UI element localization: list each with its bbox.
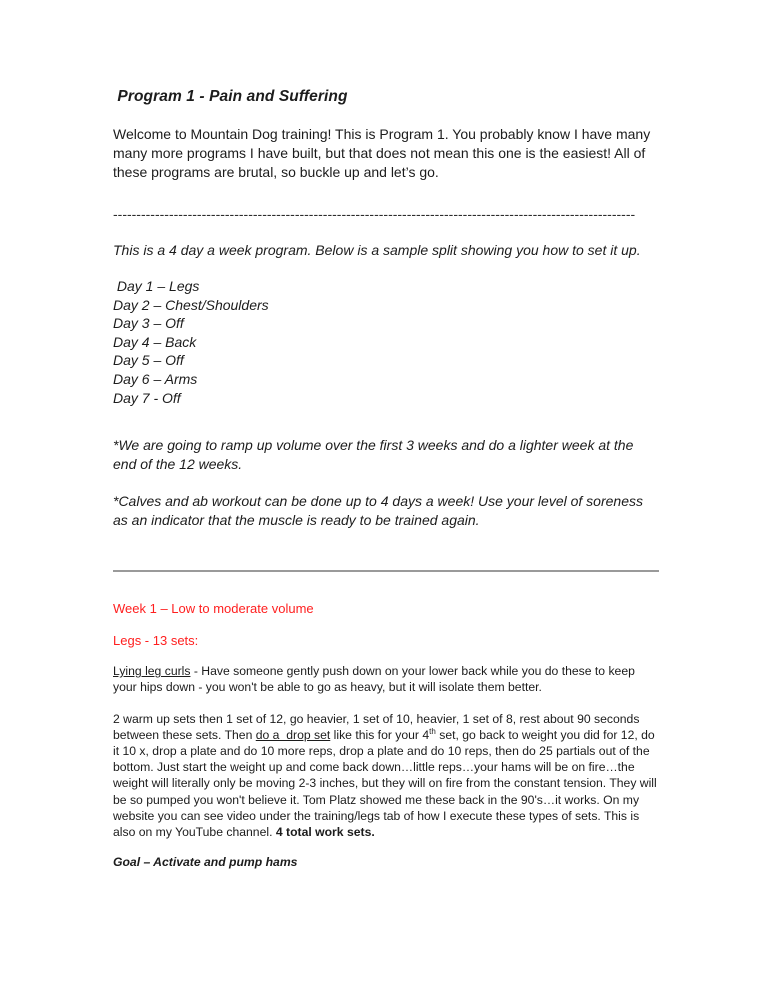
legs-sets-heading: Legs - 13 sets:: [113, 633, 199, 649]
exercise-description: - Have someone gently push down on your lower back while you do these to keep your hips down - you won't be able to go as heavy, but it will isolate them better.: [113, 664, 639, 695]
day-item: Day 2 – Chest/Shoulders: [113, 296, 269, 313]
instructions-text-2: like this for your 4: [330, 727, 430, 742]
instructions-text-3: set, go back to weight you did for 12, do it 10 x, drop a plate and do 10 more reps, drop a plate and do 10 reps, then do 25 partials out of the bottom. Just start the weight up and come back down…little reps…your hams will be on fire…the weight will literally only be moving 2-3 inches, but they will on fire from the constant tension. They will be so pumped you won't believe it. Tom Platz showed me these back in the 90's…it works. On my website you can see video under the training/legs tab of how I execute these types of sets. This is also on my YouTube channel.: [113, 727, 661, 839]
day-item: Day 5 – Off: [113, 352, 184, 369]
day-item: Day 4 – Back: [113, 333, 197, 350]
exercise-name: Lying leg curls: [113, 664, 191, 679]
program-title: Program 1 - Pain and Suffering: [113, 88, 348, 105]
goal-statement: Goal – Activate and pump hams: [113, 855, 298, 870]
day-item: Day 3 – Off: [113, 315, 184, 332]
total-work-sets-bold: 4 total work sets.: [275, 824, 375, 839]
day-split-list: [113, 277, 659, 407]
page-content: [113, 0, 659, 870]
week-heading: Week 1 – Low to moderate volume: [113, 601, 314, 617]
ordinal-superscript: th: [429, 726, 436, 736]
split-intro-paragraph: This is a 4 day a week program. Below is a sample split showing you how to set it up.: [113, 242, 641, 258]
dashed-divider: ----------------------------------------------------------------------------------------------------------------: [113, 206, 636, 222]
day-item: Day 6 – Arms: [113, 370, 198, 387]
section-divider-line: [113, 570, 659, 572]
intro-paragraph: Welcome to Mountain Dog training! This is Program 1. You probably know I have many many more programs I have built, but that does not mean this one is the easiest! All of these programs are brutal, so buckle up and let’s go.: [113, 126, 655, 180]
exercise-paragraph: [113, 663, 659, 695]
day-item: Day 1 – Legs: [113, 278, 200, 294]
instructions-paragraph: [113, 711, 659, 841]
day-item: Day 7 - Off: [113, 389, 181, 406]
instructions-text-1: 2 warm up sets then 1 set of 12, go heavier, 1 set of 10, heavier, 1 set of 8, rest about 90 seconds between these sets. Then: [113, 711, 643, 742]
note-calves-abs: *Calves and ab workout can be done up to 4 days a week! Use your level of soreness as an indicator that the muscle is ready to be trained again.: [113, 493, 647, 529]
drop-set-underlined-text: do a drop set: [255, 727, 331, 742]
note-ramp-volume: *We are going to ramp up volume over the first 3 weeks and do a lighter week at the end of the 12 weeks.: [113, 437, 638, 473]
